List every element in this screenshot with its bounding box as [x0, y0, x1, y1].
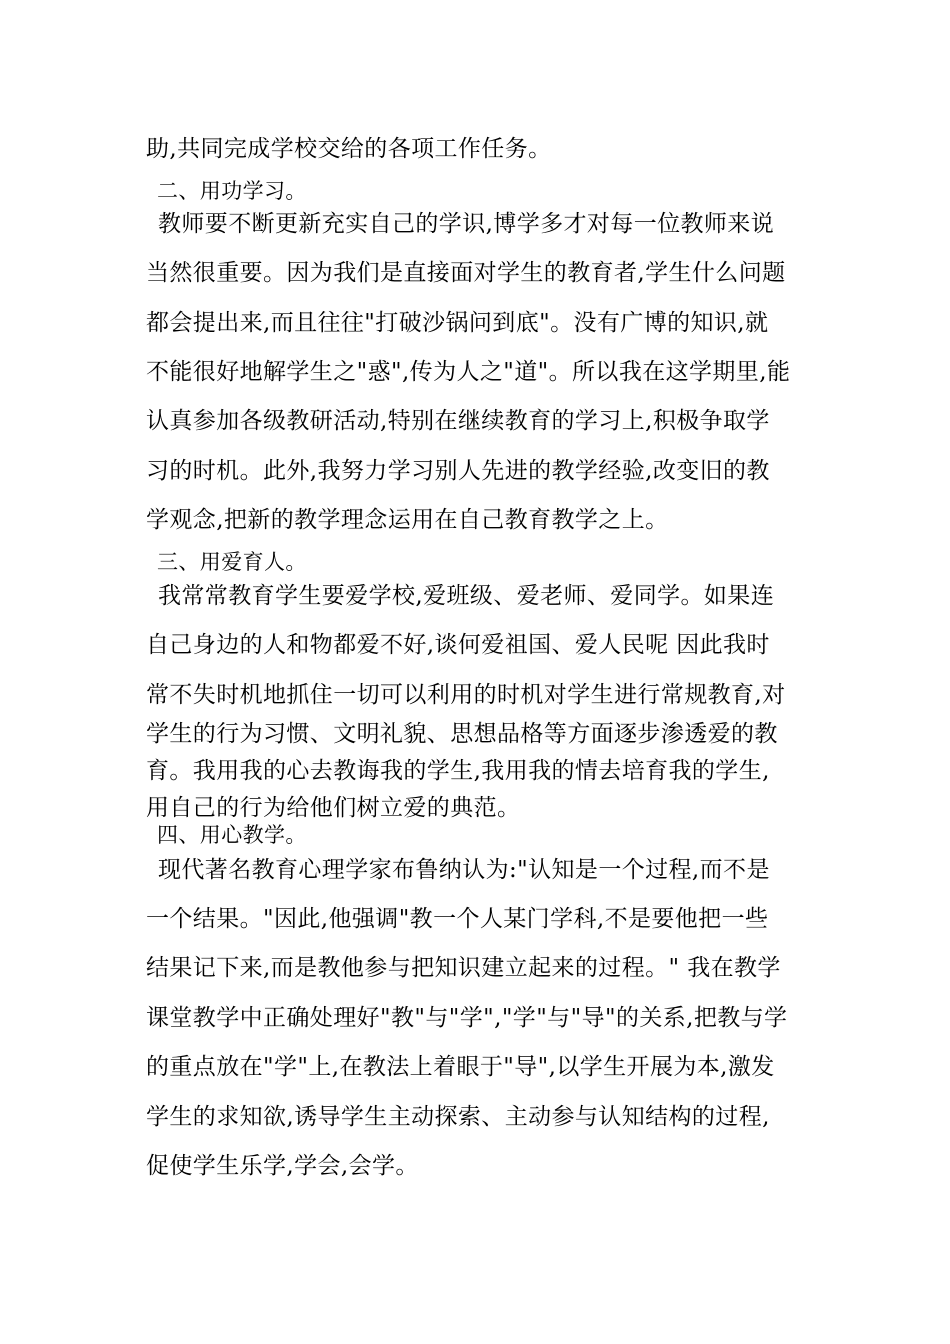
- paragraph-line: 我常常教育学生要爱学校,爱班级、爱老师、爱同学。如果连: [158, 583, 775, 609]
- paragraph-line: 的重点放在"学"上,在教法上着眼于"导",以学生开展为本,激发: [146, 1054, 775, 1080]
- paragraph-line: 学生的求知欲,诱导学生主动探索、主动参与认知结构的过程,: [146, 1104, 770, 1130]
- paragraph-line: 育。我用我的心去教诲我的学生,我用我的情去培育我的学生,: [146, 758, 770, 784]
- paragraph-line: 学生的行为习惯、文明礼貌、思想品格等方面逐步渗透爱的教: [146, 721, 778, 747]
- paragraph-line: 用自己的行为给他们树立爱的典范。: [146, 795, 521, 821]
- paragraph-line: 学观念,把新的教学理念运用在自己教育教学之上。: [146, 507, 669, 533]
- paragraph-line: 都会提出来,而且往往"打破沙锅问到底"。没有广博的知识,就: [146, 310, 769, 336]
- paragraph-line: 一个结果。"因此,他强调"教一个人某门学科,不是要他把一些: [146, 906, 769, 932]
- section-heading: 二、用功学习。: [157, 179, 307, 203]
- paragraph-line: 课堂教学中正确处理好"教"与"学","学"与"导"的关系,把教与学: [146, 1005, 788, 1031]
- paragraph-line: 现代著名教育心理学家布鲁纳认为:"认知是一个过程,而不是: [158, 857, 770, 883]
- paragraph-line: 促使学生乐学,学会,会学。: [146, 1153, 419, 1179]
- paragraph-line: 不能很好地解学生之"惑",传为人之"道"。所以我在这学期里,能: [146, 359, 791, 385]
- paragraph-line: 教师要不断更新充实自己的学识,博学多才对每一位教师来说: [158, 211, 775, 237]
- paragraph-line: 常不失时机地抓住一切可以利用的时机对学生进行常规教育,对: [146, 682, 786, 708]
- section-heading: 四、用心教学。: [157, 823, 307, 847]
- paragraph-line: 当然很重要。因为我们是直接面对学生的教育者,学生什么问题: [146, 260, 786, 286]
- paragraph-line: 助,共同完成学校交给的各项工作任务。: [146, 136, 552, 162]
- paragraph-line: 习的时机。此外,我努力学习别人先进的教学经验,改变旧的教: [146, 458, 770, 484]
- paragraph-line: 自己身边的人和物都爱不好,谈何爱祖国、爱人民呢 因此我时: [146, 632, 770, 658]
- paragraph-line: 结果记下来,而是教他参与把知识建立起来的过程。" 我在教学: [146, 955, 781, 981]
- paragraph-line: 认真参加各级教研活动,特别在继续教育的学习上,积极争取学: [146, 408, 770, 434]
- section-heading: 三、用爱育人。: [157, 550, 307, 574]
